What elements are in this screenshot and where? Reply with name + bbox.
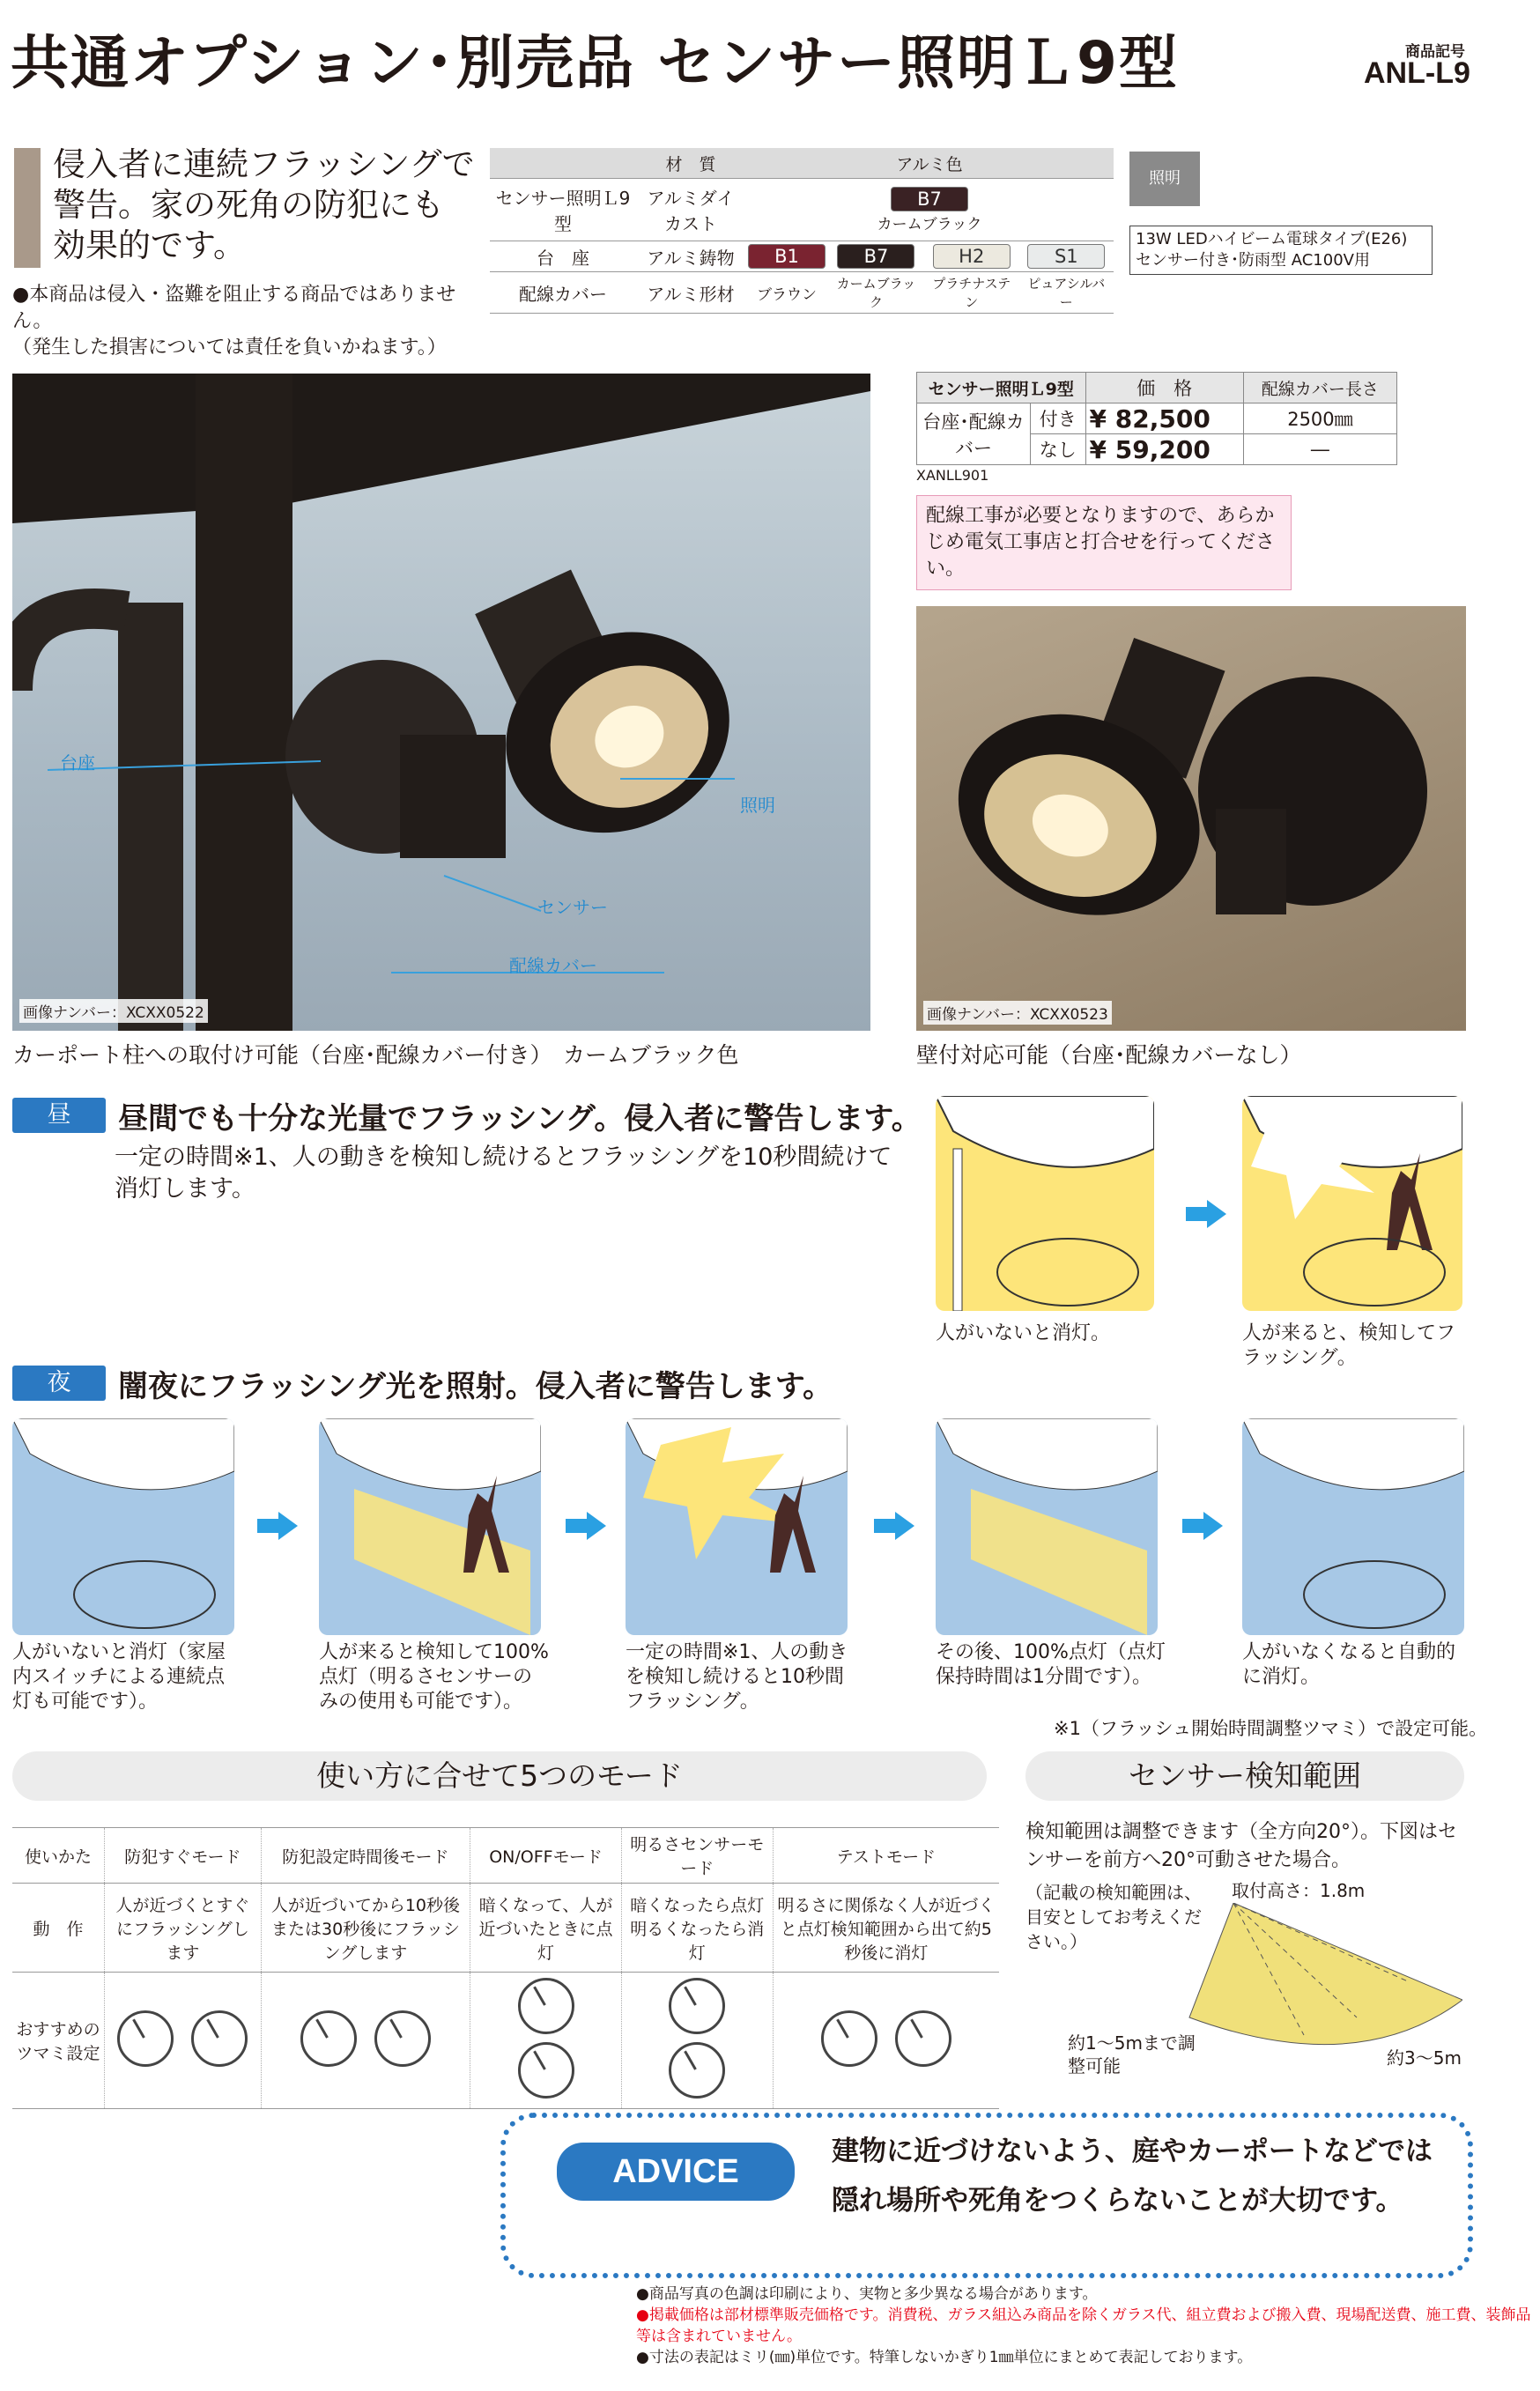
- label-light: 照明: [740, 795, 775, 816]
- night-caption: 人が来ると検知して100%点灯（明るさセンサーのみの使用も可能です）。: [319, 1641, 549, 1713]
- price-without: なし: [1031, 434, 1086, 465]
- modes-table: [12, 1827, 999, 2109]
- footer-line: ●掲載価格は部材標準販売価格です。消費税、ガラス組込み商品を除くガラス代、組立費および搬入費、現場配送費、施工費、装飾品等は含まれていません。: [636, 2306, 1531, 2345]
- day-body: 一定の時間※1、人の動きを検知し続けるとフラッシングを10秒間続けて消灯します。: [115, 1144, 892, 1203]
- sensor-text: 検知範囲は調整できます（全方向20°）。下図はセンサーを前方へ20°可動させた場合。: [1025, 1821, 1457, 1871]
- dial-icon: [518, 2042, 574, 2099]
- arrow-icon: [1203, 1512, 1223, 1540]
- spec-row-material: アルミ鋳物: [636, 241, 745, 272]
- color-name: カームブラック: [877, 215, 982, 233]
- night-scene-5: [1242, 1418, 1464, 1635]
- night-caption: 人がいなくなると自動的に消灯。: [1242, 1641, 1456, 1688]
- day-badge: 昼: [12, 1098, 106, 1133]
- day-heading: 昼間でも十分な光量でフラッシング。侵入者に警告します。: [118, 1101, 922, 1136]
- sensor-height: 取付高さ：1.8m: [1232, 1880, 1366, 1901]
- night-scene-4: [936, 1418, 1158, 1635]
- image-number: 画像ナンバー：XCXX0523: [923, 1001, 1112, 1025]
- night-scene-3: [626, 1418, 848, 1635]
- color-swatch: S1: [1027, 244, 1105, 269]
- spec-color-cell: [745, 179, 1114, 241]
- dial-icon: [374, 2010, 431, 2067]
- wall-photo: [916, 606, 1466, 1031]
- price-header-price: 価 格: [1085, 373, 1243, 403]
- arrow-icon: [587, 1512, 606, 1540]
- sensor-title: センサー検知範囲: [1025, 1751, 1464, 1801]
- price-without-value: ¥ 59,200: [1085, 434, 1243, 465]
- wall-light-illustration: [916, 606, 1466, 1031]
- price-header-name: センサー照明Ｌ9型: [917, 373, 1086, 403]
- price-table: [916, 372, 1397, 465]
- dial-icon: [300, 2010, 357, 2067]
- spec-row-name: 台 座: [490, 241, 636, 272]
- mode-name: 明るさセンサーモード: [621, 1828, 773, 1884]
- lead-text: 侵入者に連続フラッシングで警告。家の死角の防犯にも効果的です。: [53, 145, 475, 264]
- dial-icon: [821, 2010, 877, 2067]
- lamp-description: [1129, 226, 1433, 275]
- spec-header-material: 材 質: [636, 148, 745, 179]
- color-swatch: H2: [933, 244, 1011, 269]
- day-scene-off: [936, 1096, 1154, 1311]
- product-code: ANL-L9: [1364, 56, 1470, 90]
- color-swatch: B7: [891, 187, 968, 211]
- dial-icon: [669, 2042, 725, 2099]
- arrow-icon: [895, 1512, 914, 1540]
- modes-r2: おすすめのツマミ設定: [12, 1973, 105, 2109]
- wiring-note: 配線工事が必要となりますので、あらかじめ電気工事店と打合せを行ってください。: [916, 495, 1292, 590]
- arrow-icon: [278, 1512, 298, 1540]
- advice-line: 建物に近づけないよう、庭やカーポートなどでは: [832, 2136, 1433, 2167]
- dial-icon: [669, 1978, 725, 2034]
- spec-header-color: アルミ色: [745, 148, 1114, 179]
- modes-r1: 動 作: [12, 1884, 105, 1973]
- night-scene-2: [319, 1418, 541, 1635]
- sensor-far: 約3～5m: [1387, 2047, 1462, 2069]
- night-heading: 闇夜にフラッシング光を照射。侵入者に警告します。: [118, 1369, 833, 1404]
- image-number: 画像ナンバー：XCXX0522: [19, 999, 208, 1023]
- color-name: プラチナステン: [924, 272, 1019, 314]
- footer-line: ●寸法の表記はミリ(㎜)単位です。特筆しないかぎり1㎜単位にまとめて表記しております。: [636, 2349, 1253, 2366]
- price-with-value: ¥ 82,500: [1085, 403, 1243, 434]
- spec-row-name: センサー照明Ｌ9型: [490, 179, 636, 241]
- mode-action: 明るさに関係なく人が近づくと点灯検知範囲から出て約5秒後に消灯: [773, 1884, 999, 1973]
- advice-line: 隠れ場所や死角をつくらないことが大切です。: [832, 2185, 1403, 2217]
- price-row-label: 台座･配線カバー: [917, 403, 1031, 465]
- spec-row-name: 配線カバー: [490, 272, 636, 314]
- spec-row-material: アルミ形材: [636, 272, 745, 314]
- night-caption: その後、100%点灯（点灯保持時間は1分間です）。: [936, 1641, 1166, 1688]
- mode-name: 防犯すぐモード: [105, 1828, 262, 1884]
- sensor-note: （記載の検知範囲は、目安としてお考えください。）: [1025, 1882, 1202, 1952]
- accent-bar: [14, 148, 41, 268]
- disclaimer-line: （発生した損害については責任を負いかねます。）: [12, 337, 447, 359]
- day-caption: 人が来ると、検知してフラッシング。: [1242, 1322, 1456, 1369]
- disclaimer-line: ●本商品は侵入・盗難を阻止する商品ではありません。: [12, 284, 456, 332]
- mode-name: 防犯設定時間後モード: [261, 1828, 470, 1884]
- price-with: 付き: [1031, 403, 1086, 434]
- page-title: 共通オプション･別売品 センサー照明Ｌ9型: [11, 29, 1179, 97]
- spec-table: [490, 148, 1114, 314]
- carport-light-illustration: [12, 374, 870, 1031]
- lamp-desc-line: センサー付き･防雨型 AC100V用: [1136, 251, 1370, 270]
- color-name: ピュアシルバー: [1019, 272, 1114, 314]
- modes-h0: 使いかた: [12, 1828, 105, 1884]
- night-scene-1: [12, 1418, 234, 1635]
- modes-title: 使い方に合せて5つのモード: [12, 1751, 987, 1801]
- price-with-length: 2500㎜: [1243, 403, 1396, 434]
- label-base: 台座: [60, 752, 95, 774]
- mode-action: 人が近づくとすぐにフラッシングします: [105, 1884, 262, 1973]
- footnote: ※1（フラッシュ開始時間調整ツマミ）で設定可能。: [1054, 1718, 1488, 1739]
- label-sensor: センサー: [537, 897, 608, 918]
- footer-line: ●商品写真の色調は印刷により、実物と多少異なる場合があります。: [636, 2285, 1098, 2303]
- night-badge: 夜: [12, 1366, 106, 1401]
- color-name: ブラウン: [745, 272, 828, 314]
- mode-name: テストモード: [773, 1828, 999, 1884]
- arrow-icon: [1207, 1200, 1226, 1228]
- day-caption: 人がいないと消灯。: [936, 1322, 1111, 1344]
- sensor-near: 約1～5mまで調整可能: [1068, 2032, 1196, 2076]
- disclaimer: [12, 282, 470, 361]
- lamp-tag: 照明: [1129, 152, 1200, 206]
- mode-action: 人が近づいてから10秒後または30秒後にフラッシングします: [261, 1884, 470, 1973]
- price-code: XANLL901: [916, 467, 989, 484]
- mode-name: ON/OFFモード: [470, 1828, 622, 1884]
- dial-icon: [117, 2010, 174, 2067]
- dial-icon: [191, 2010, 248, 2067]
- price-header-length: 配線カバー長さ: [1243, 373, 1396, 403]
- lamp-desc-line: 13W LEDハイビーム電球タイプ(E26): [1136, 230, 1408, 248]
- advice-text: [832, 2127, 1433, 2225]
- photo2-caption: 壁付対応可能（台座･配線カバーなし）: [916, 1042, 1302, 1068]
- color-swatch: B7: [837, 244, 914, 269]
- color-name: カームブラック: [828, 272, 924, 314]
- color-swatch: B1: [748, 244, 826, 269]
- day-scene-flash: [1242, 1096, 1462, 1311]
- carport-photo: [12, 374, 870, 1031]
- mode-action: 暗くなって、人が近づいたときに点灯: [470, 1884, 622, 1973]
- photo1-caption: カーポート柱への取付け可能（台座･配線カバー付き） カームブラック色: [12, 1042, 739, 1068]
- dial-icon: [895, 2010, 951, 2067]
- spec-row-material: アルミダイカスト: [636, 179, 745, 241]
- label-cover: 配線カバー: [509, 955, 597, 976]
- mode-action: 暗くなったら点灯明るくなったら消灯: [621, 1884, 773, 1973]
- advice-label: ADVICE: [557, 2143, 795, 2201]
- price-without-length: ―: [1243, 434, 1396, 465]
- dial-icon: [518, 1978, 574, 2034]
- footer-notes: [636, 2284, 1540, 2368]
- night-caption: 人がいないと消灯（家屋内スイッチによる連続点灯も可能です）。: [12, 1641, 226, 1713]
- night-caption: 一定の時間※1、人の動きを検知し続けると10秒間フラッシング。: [626, 1641, 848, 1713]
- product-code-label: 商品記号: [1405, 43, 1465, 61]
